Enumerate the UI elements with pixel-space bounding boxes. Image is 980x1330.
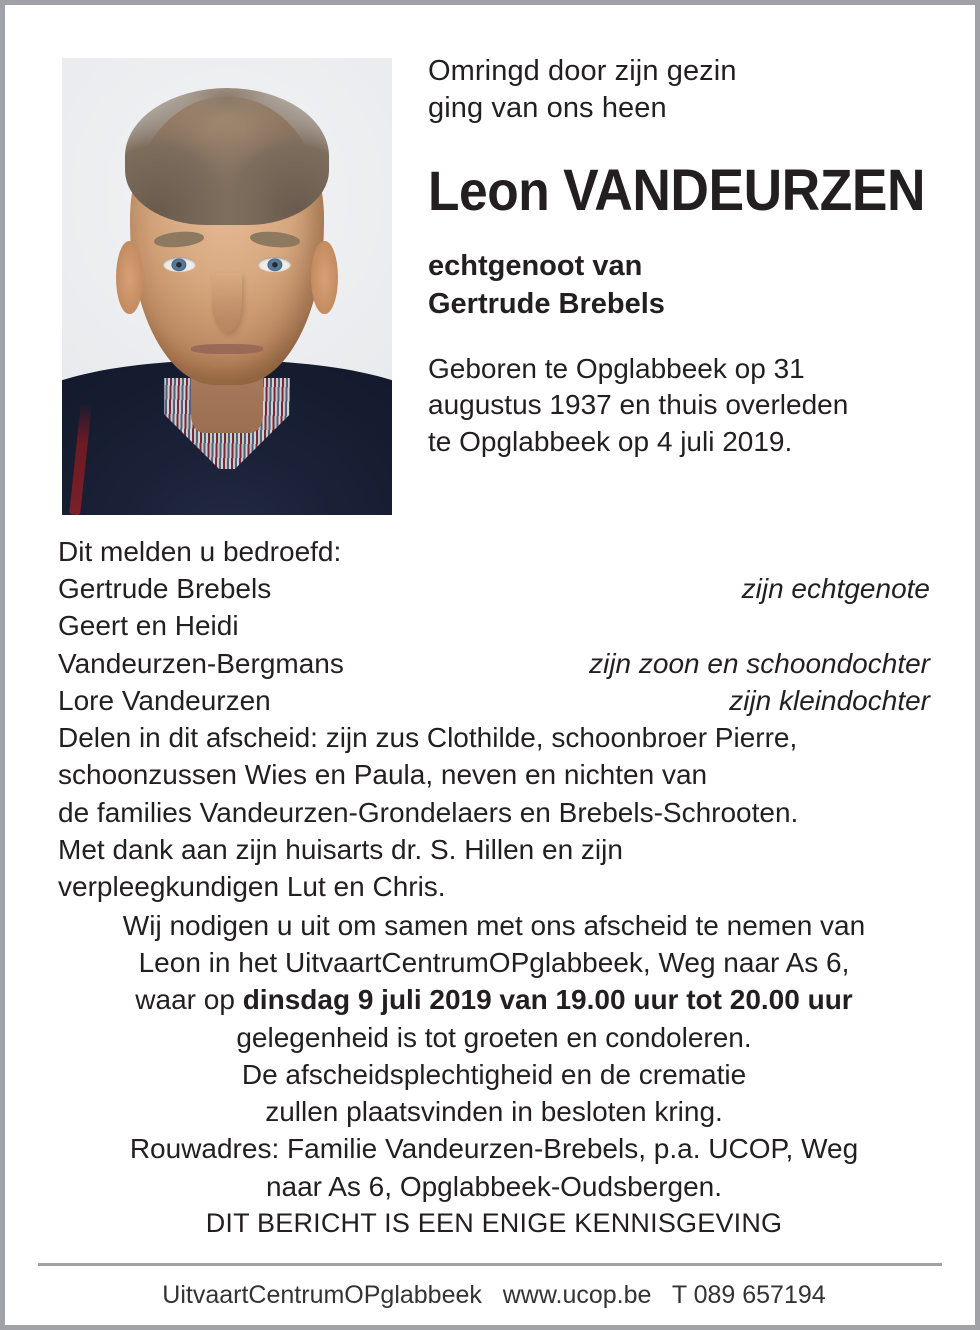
intro-line-1: Omringd door zijn gezin — [428, 55, 737, 87]
funeral-home-phone: T 089 657194 — [671, 1281, 826, 1309]
family-member-relation: zijn zoon en schoondochter — [589, 647, 930, 679]
birth-death-line-2: augustus 1937 en thuis overleden — [428, 389, 849, 421]
family-member-name: Geert en Heidi — [58, 610, 239, 642]
extended-family-line-4: Met dank aan zijn huisarts dr. S. Hillen en zijn — [58, 833, 623, 865]
family-row — [58, 682, 930, 719]
family-member-name: Lore Vandeurzen — [58, 684, 271, 716]
birth-death-line-3: te Opglabbeek op 4 juli 2019. — [428, 425, 793, 457]
invitation-line-3-prefix: waar op — [135, 984, 243, 1016]
invitation-line-5: De afscheidsplechtigheid en de crematie — [241, 1058, 747, 1090]
funeral-home-website[interactable]: www.ucop.be — [502, 1281, 652, 1309]
footer-gap-1 — [482, 1281, 503, 1309]
photo-hair — [125, 88, 330, 225]
photo-ear-left — [116, 241, 142, 314]
intro-line-2: ging van ons heen — [428, 92, 667, 125]
invitation-line-2: Leon in het UitvaartCentrumOPglabbeek, Weg naar As 6, — [138, 947, 850, 979]
birth-death-line-1: Geboren te Opglabbeek op 31 — [428, 352, 805, 384]
spouse-label: echtgenoot van — [428, 250, 643, 283]
extended-family-line-1: Delen in dit afscheid: zijn zus Clothilde, schoonbroer Pierre, — [58, 722, 798, 754]
spouse-name: Gertrude Brebels — [428, 288, 665, 321]
invitation-line-3 — [58, 981, 930, 1018]
family-row — [58, 570, 930, 607]
photo-eye-left — [163, 257, 196, 273]
family-row — [58, 645, 930, 682]
invitation-block — [58, 907, 930, 1205]
photo-iris-left — [172, 258, 187, 271]
deceased-name — [428, 158, 926, 224]
invitation-line-1: Wij nodigen u uit om samen met ons afscheid te nemen van — [122, 910, 866, 941]
extended-family-line-2: schoonzussen Wies en Paula, neven en nichten van — [58, 759, 708, 791]
invitation-line-6: zullen plaatsvinden in besloten kring. — [265, 1096, 723, 1128]
family-announcement — [58, 533, 930, 905]
family-member-name: Vandeurzen-Bergmans — [58, 647, 344, 679]
extended-family-line-3: de families Vandeurzen-Grondelaers en Brebels-Schrooten. — [58, 796, 799, 828]
funeral-home-name: UitvaartCentrumOPglabbeek — [162, 1281, 482, 1309]
family-lead-text: Dit melden u bedroefd: — [58, 536, 342, 567]
invitation-line-4: gelegenheid is tot groeten en condoleren. — [236, 1021, 752, 1053]
family-member-name: Gertrude Brebels — [58, 573, 272, 605]
family-member-relation: zijn kleindochter — [729, 684, 930, 716]
extended-family-text — [58, 719, 930, 905]
footer-gap-2 — [651, 1281, 671, 1309]
intro-text — [428, 53, 940, 127]
invitation-line-7: Rouwadres: Familie Vandeurzen-Brebels, p.a. UCOP, Weg — [129, 1133, 859, 1165]
footer — [58, 1281, 930, 1310]
birth-death-info — [428, 351, 940, 460]
footer-divider — [38, 1263, 942, 1266]
service-datetime: dinsdag 9 juli 2019 van 19.00 uur tot 20.00 uur — [242, 984, 853, 1016]
portrait-photo — [62, 58, 392, 515]
family-member-relation: zijn echtgenote — [741, 573, 930, 605]
invitation-line-8: naar As 6, Opglabbeek-Oudsbergen. — [265, 1170, 723, 1202]
family-row — [58, 607, 930, 644]
deceased-first-name: Leon — [428, 159, 550, 223]
extended-family-line-5: verpleegkundigen Lut en Chris. — [58, 871, 446, 903]
photo-ear-right — [311, 241, 337, 314]
header-text-column — [428, 53, 940, 460]
spouse-block — [428, 248, 940, 323]
photo-mouth — [191, 344, 264, 354]
deceased-surname: VANDEURZEN — [563, 158, 926, 224]
single-notice-text: DIT BERICHT IS EEN ENIGE KENNISGEVING — [205, 1208, 783, 1238]
photo-nose — [212, 273, 242, 332]
top-section — [5, 5, 975, 520]
photo-iris-right — [267, 258, 282, 271]
